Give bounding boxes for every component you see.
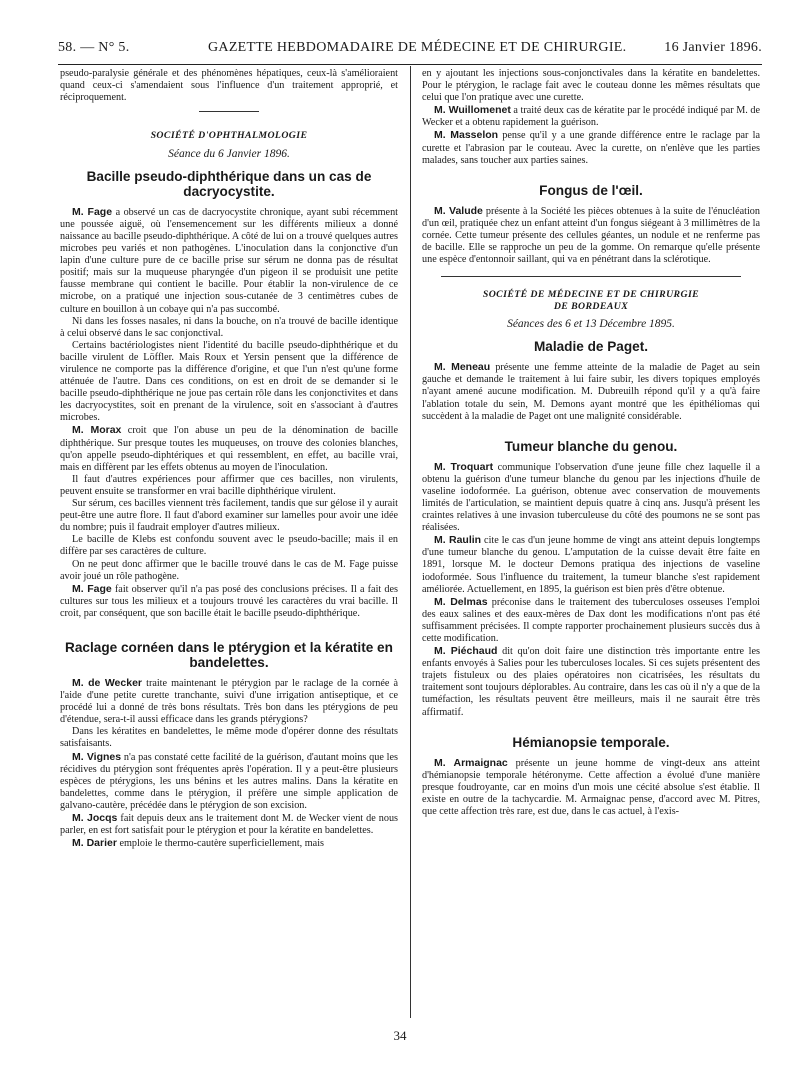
paragraph: M. Meneau présente une femme atteinte de la maladie de Paget au sein gauche et demande le traitement à lui faire subir, les divers topiques employés n'ayant amené aucune modification. M. Dubreuilh répond qu'il y a qu'à faire l'ablation totale du sein, M. Demons ayant montré que les épithéliomas qui succèdent à la maladie de Paget ont une malignité considérable. [422, 361, 760, 422]
paragraph: Le bacille de Klebs est confondu souvent avec le pseudo-bacille; mais il en diffère par ses caractères de culture. [60, 534, 398, 558]
speaker-name: M. de Wecker [72, 676, 143, 689]
paragraph: M. Jocqs fait depuis deux ans le traitement dont M. de Wecker vient de nous parler, en est fort satisfait pour le ptérygion et pour la kératite en bandelettes. [60, 812, 399, 837]
paragraph: M. Masselon pense qu'il y a une grande différence entre le raclage par la curette et l'abrasion par le couteau. Avec la curette, on n'enlève que les parties malades, sans toucher aux parties saines. [422, 129, 760, 166]
running-header [58, 40, 762, 60]
paragraph: M. Delmas préconise dans le traitement des tuberculoses osseuses l'emploi des eaux salines et des eaux-mères de Dax dont les modifications n'ont pas été suffisamment précisées. Il compte rapporter prochainement plusieurs succès dus à cette modification. [422, 595, 760, 644]
speaker-name: M. Raulin [434, 534, 482, 547]
paragraph: en y ajoutant les injections sous-conjonctivales dans la kératite en bandelettes. Pour le ptérygion, le raclage fait avec le couteau donne les mêmes résultats que celui que l'on pratique avec une curette. [422, 68, 760, 104]
paragraph: M. Fage fait observer qu'il n'a pas posé des conclusions précises. Il a fait des cultures sur tous les milieux et a toujours trouvé les caractères du vrai bacille. Il croit, par conséquent, que son bacille était le bacille pseudo-diphthérique. [60, 582, 398, 619]
speaker-name: M. Armaignac [434, 756, 508, 769]
session-date: Séances des 6 et 13 Décembre 1895. [507, 318, 675, 331]
paragraph: Ni dans les fosses nasales, ni dans la bouche, on n'a trouvé de bacille identique à celui observé dans le sac conjonctival. [60, 315, 398, 339]
speaker-name: M. Fage [72, 582, 112, 595]
section-title: Hémianopsie temporale. [512, 734, 670, 750]
paragraph: Il faut d'autres expériences pour affirmer que ces bacilles, non virulents, peuvent ensuite se transformer en vrai bacille diphthérique virulent. [60, 473, 398, 497]
society-heading: SOCIÉTÉ D'OPHTHALMOLOGIE [150, 130, 308, 142]
speaker-name: M. Masselon [434, 129, 499, 142]
paragraph: pseudo-paralysie générale et des phénomènes hépatiques, ceux-là s'amélioraient quand ceux-ci s'amendaient sous l'influence d'un traitement approprié, et réciproquement. [60, 68, 398, 104]
header-page-number: 58. — N° 5. [58, 40, 130, 55]
column-divider [410, 66, 411, 1018]
right-column [422, 68, 760, 818]
paragraph: M. Valude présente à la Société les pièces obtenues à la suite de l'énucléation d'un œil, pratiquée chez un enfant atteint d'un fongus siégeant à 3 millimètres de la cornée. Cette tumeur présente des cellules géantes, un nodule et ne renferme pas de bacille. Elle se rapproche un peu de la gomme. On remarque qu'elle présente une espèce d'entonnoir saillant, qui va en pénétrant dans la sclérotique. [422, 204, 760, 266]
header-date: 16 Janvier 1896. [664, 40, 762, 55]
header-rule [58, 64, 762, 65]
speaker-name: M. Wuillomenet [434, 104, 511, 117]
paragraph: M. Fage a observé un cas de dacryocystite chronique, ayant subi récemment une poussée aiguë, où l'ensemencement sur les différents milieux a donné naissance au bacille pseudo-diphthérique. A côté de lui on a trouvé quelques autres microbes peu variés et non pathogènes. L'inoculation dans la conjonctive d'un lapin d'une culture pure de ce bacille prise sur sérum ne donna pas de résultat positif; mais sur la muqueuse pharyngée d'un pigeon il se produisit une petite fausse membrane qui contient le bacille. Pour établir la non-virulence de ce microbe, on a pratiqué une injection sous-cutanée de 3 centimètres cubes de culture en bouillon à un cobaye qui n'a pas succombé. [60, 205, 399, 315]
speaker-name: M. Darier [72, 837, 117, 850]
section-title: Bacille pseudo-diphthérique dans un cas de dacryocystite. [86, 168, 372, 199]
paragraph: M. Vignes n'a pas constaté cette facilité de la guérison, d'autant moins que les récidives du ptérygion sont fréquentes après l'opération. Il y a peut-être plusieurs espèces de ptérygions, les uns bénins et les autres malins. Dans la kératite en bandelettes, comme dans le ptérygion, il préfère une simple application de galvano-cautère, précédée dans le ptérygion de son excision. [60, 750, 398, 811]
paragraph: Certains bactériologistes nient l'identité du bacille pseudo-diphthérique et du bacille virulent de Löffler. Mais Roux et Yersin pensent que la différence de virulence ne comporte pas la différence d'origine, et que l'un n'est qu'une forme atténuée de l'autre. Dans ces conditions, on est en droit de se demander si le bacille pseudo-diphthérique ne joue pas certain rôle dans les conjonctivites et dans les dacryocystites, soit en prenant de la virulence, soit en s'associant à d'autres microbes. [60, 339, 398, 424]
paragraph: M. Morax croit que l'on abuse un peu de la dénomination de bacille diphthérique. Sur presque toutes les muqueuses, on trouve des colonies blanches, qu'on appelle pseudo-diphtériques et qui ressemblent, en effet, au bacille vrai, mais en diffèrent par les effets obtenus au moyen de l'inoculation. [60, 424, 399, 473]
speaker-name: M. Vignes [72, 750, 122, 763]
paragraph: M. Armaignac présente un jeune homme de vingt-deux ans atteint d'hémianopsie temporale hétéronyme. Cette affection a évolué d'une manière presque foudroyante, car en moins d'un mois une cécité absolue s'est établie. Il existe en outre de la tachycardie. M. Armaignac pense, d'accord avec M. Pitres, que cette affection très rare, est due, dans le cas actuel, à l'exis- [422, 756, 761, 818]
speaker-name: M. Delmas [434, 595, 488, 608]
left-column [60, 68, 398, 850]
section-title: Raclage cornéen dans le ptérygion et la kératite en bandelettes. [65, 639, 393, 670]
section-title: Fongus de l'œil. [539, 182, 643, 198]
section-title: Tumeur blanche du genou. [504, 438, 678, 454]
session-date: Séance du 6 Janvier 1896. [168, 147, 290, 160]
section-title: Maladie de Paget. [533, 339, 649, 355]
paragraph: Dans les kératites en bandelettes, le même mode d'opérer donne des résultats satisfaisants. [60, 726, 398, 750]
paragraph: M. de Wecker traite maintenant le ptérygion par le raclage de la cornée à l'aide d'une petite curette tranchante, suivi d'une irrigation antiseptique, et ce procédé lui a donné de très bons résultats. Très bon dans les ptérygions de peu d'étendue, sera-t-il aussi efficace dans les grands ptérygions? [60, 676, 399, 726]
speaker-name: M. Troquart [434, 460, 494, 473]
paragraph: On ne peut donc affirmer que le bacille trouvé dans le cas de M. Fage puisse avoir joué un rôle pathogène. [60, 558, 398, 582]
speaker-name: M. Fage [72, 205, 113, 218]
paragraph: M. Raulin cite le cas d'un jeune homme de vingt ans atteint depuis longtemps d'une tumeur blanche du genou. L'amputation de la cuisse devait être faite en 1891, lorsque M. le docteur Demons pratiqua des injections de vaseline iodoformée. Sous l'influence du traitement, la tumeur blanche s'est rapidement améliorée. Actuellement, en 1895, la guérison est bien près d'être obtenue. [422, 534, 760, 595]
speaker-name: M. Piéchaud [434, 645, 498, 658]
society-heading-line2: DE BORDEAUX [553, 300, 629, 312]
header-journal-title: GAZETTE HEBDOMADAIRE DE MÉDECINE ET DE CHIRURGIE. [208, 40, 627, 55]
paragraph: Sur sérum, ces bacilles viennent très facilement, tandis que sur gélose il y aurait peut-être une autre flore. Il faut d'abord examiner sur lamelles pour avoir une idée du nombre; puis il faudrait employer d'autres milieux. [60, 498, 398, 534]
page-number: 34 [393, 1028, 407, 1043]
paragraph: M. Troquart communique l'observation d'une jeune fille chez laquelle il a obtenu la guérison d'une tumeur blanche du genou par les injections d'huile de vaseline iodoformée. La guérison, obtenue avec conservation de mouvements limités de l'articulation, se maintient depuis quatre à cinq ans. Jusqu'à présent les craintes relatives à une invasion tuberculeuse du côté des poumons ne se sont pas réalisées. [422, 460, 761, 534]
paragraph: M. Darier emploie le thermo-cautère superficiellement, mais [72, 837, 324, 850]
paragraph: M. Wuillomenet a traité deux cas de kératite par le procédé indiqué par M. de Wecker et a obtenu rapidement la guérison. [422, 104, 760, 129]
speaker-name: M. Morax [72, 424, 122, 437]
speaker-name: M. Valude [434, 204, 483, 217]
speaker-name: M. Meneau [434, 361, 491, 374]
paragraph: M. Piéchaud dit qu'on doit faire une distinction très importante entre les enfants envoyés à Salies pour les tuberculoses locales. Si ces sujets présentent des trajets fistuleux ou des plaies opératoires non cicatrisées, les résultats du traitement sont toujours déplorables. Au contraire, dans les cas où il n'y a que de la tuméfaction, les résultats peuvent être meilleurs, mais il ne saurait être très affirmatif. [422, 645, 760, 718]
speaker-name: M. Jocqs [72, 812, 118, 824]
society-heading: SOCIÉTÉ DE MÉDECINE ET DE CHIRURGIE [482, 289, 700, 301]
